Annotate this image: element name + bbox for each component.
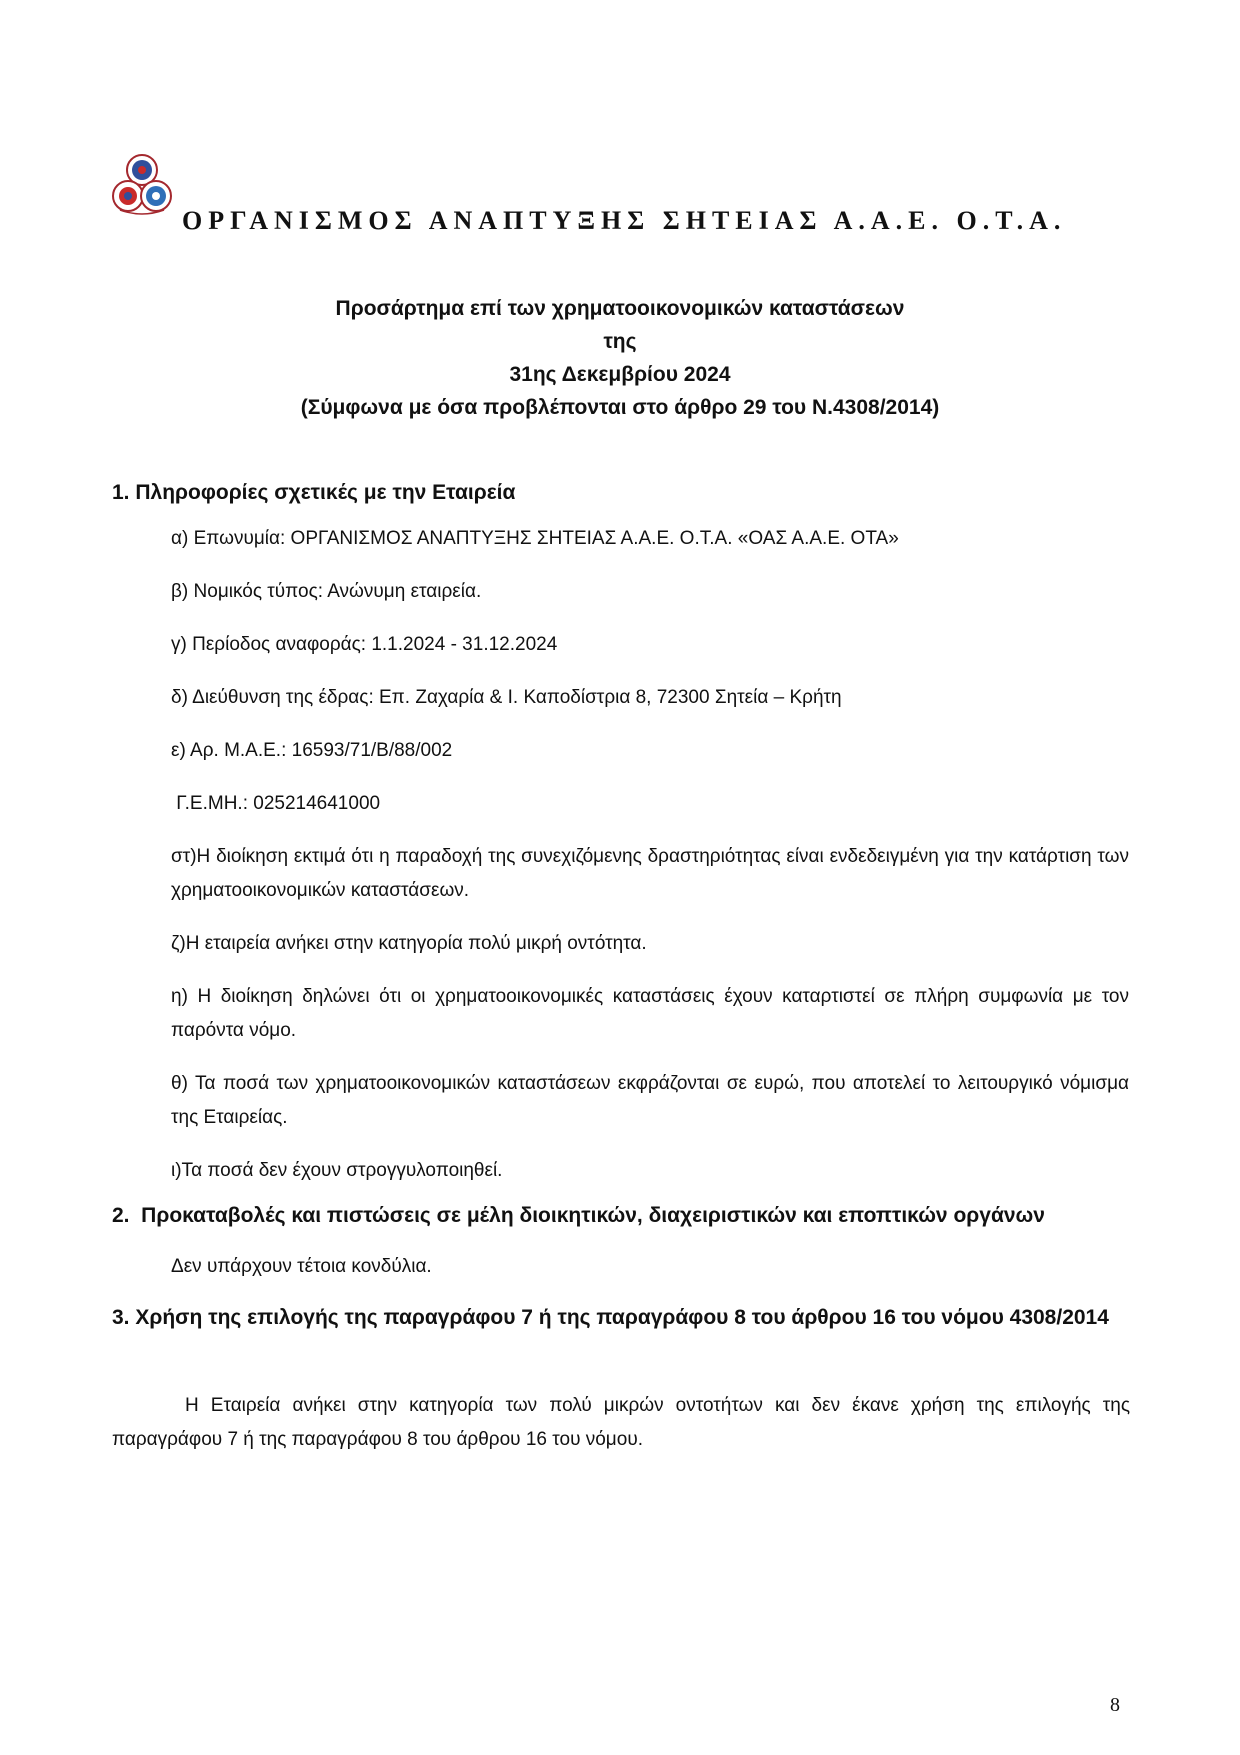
title-line-2: της <box>603 330 637 353</box>
rounding-item: ι)Τα ποσά δεν έχουν στρογγυλοποιηθεί. <box>171 1160 503 1181</box>
section-2-text: Δεν υπάρχουν τέτοια κονδύλια. <box>171 1256 432 1277</box>
address-item: δ) Διεύθυνση της έδρας: Επ. Ζαχαρία & Ι. Καποδίστρια 8, 72300 Σητεία – Κρήτη <box>171 687 842 708</box>
registry-number-item: ε) Αρ. Μ.Α.Ε.: 16593/71/Β/88/002 <box>171 740 453 761</box>
organization-name: ΟΡΓΑΝΙΣΜΟΣ ΑΝΑΠΤΥΞΗΣ ΣΗΤΕΙΑΣ Α.Α.Ε. Ο.Τ.Α. <box>182 206 1067 235</box>
entity-category-item: ζ)Η εταιρεία ανήκει στην κατηγορία πολύ μικρή οντότητα. <box>171 933 647 954</box>
section-3-heading: 3. Χρήση της επιλογής της παραγράφου 7 ή της παραγράφου 8 του άρθρου 16 του νόμου 4308/2014 <box>112 1306 1109 1329</box>
gemi-number-item: Γ.Ε.ΜΗ.: 025214641000 <box>171 793 381 814</box>
title-line-3: 31ης Δεκεμβρίου 2024 <box>509 363 731 386</box>
reporting-period-item: γ) Περίοδος αναφοράς: 1.1.2024 - 31.12.2024 <box>171 634 558 655</box>
going-concern-item: στ)Η διοίκηση εκτιμά ότι η παραδοχή της συνεχιζόμενης δραστηριότητας είναι ενδεδειγμένη για την κατάρτιση των χρηματοοικονομικών καταστάσεων. <box>171 846 1129 901</box>
title-line-1: Προσάρτημα επί των χρηματοοικονομικών καταστάσεων <box>335 297 905 320</box>
section-1-heading: 1. Πληροφορίες σχετικές με την Εταιρεία <box>112 481 516 504</box>
currency-item: θ) Τα ποσά των χρηματοοικονομικών καταστάσεων εκφράζονται σε ευρώ, που αποτελεί το λειτουργικό νόμισμα της Εταιρείας. <box>171 1073 1129 1128</box>
compliance-item: η) Η διοίκηση δηλώνει ότι οι χρηματοοικονομικές καταστάσεις έχουν καταρτιστεί σε πλήρη συμφωνία με τον παρόντα νόμο. <box>171 986 1129 1041</box>
document-title <box>120 292 1120 424</box>
section-3-text: Η Εταιρεία ανήκει στην κατηγορία των πολύ μικρών οντοτήτων και δεν έκανε χρήση της επιλογής της παραγράφου 7 ή της παραγράφου 8 του άρθρου 16 του νόμου. <box>112 1395 1130 1450</box>
company-name-item: α) Επωνυμία: ΟΡΓΑΝΙΣΜΟΣ ΑΝΑΠΤΥΞΗΣ ΣΗΤΕΙΑΣ Α.Α.Ε. Ο.Τ.Α. «ΟΑΣ Α.Α.Ε. ΟΤΑ» <box>171 528 899 549</box>
organization-logo-icon <box>112 150 190 222</box>
title-line-4: (Σύμφωνα με όσα προβλέπονται στο άρθρο 29 του Ν.4308/2014) <box>300 396 940 419</box>
legal-type-item: β) Νομικός τύπος: Ανώνυμη εταιρεία. <box>171 581 482 602</box>
section-2-heading: 2. Προκαταβολές και πιστώσεις σε μέλη διοικητικών, διαχειριστικών και εποπτικών οργάνων <box>112 1204 1045 1227</box>
organization-header <box>108 150 1128 240</box>
page-number: 8 <box>1110 1694 1120 1716</box>
